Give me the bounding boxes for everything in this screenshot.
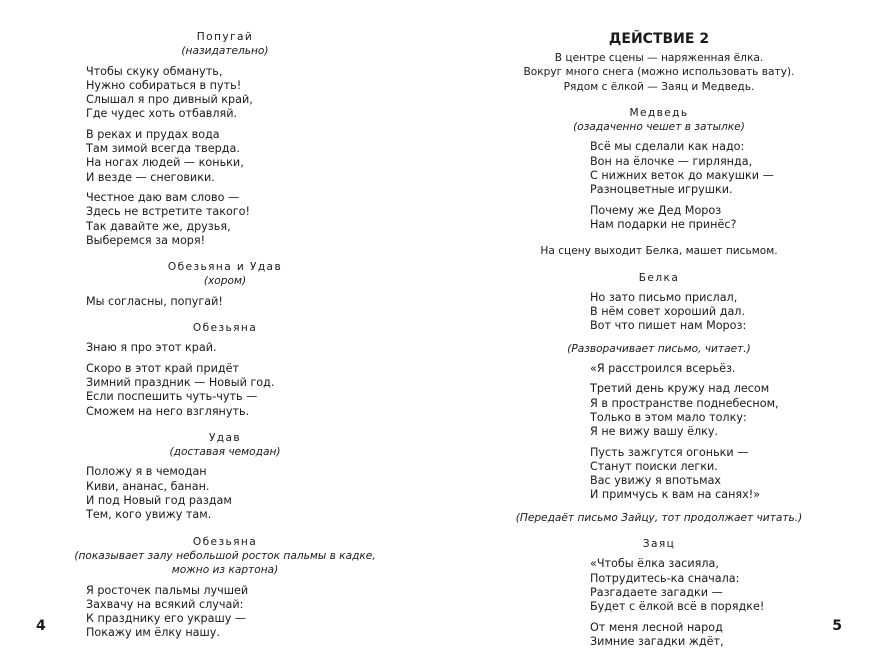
verse-line: Станут поиски легки. [590,459,718,473]
verse-stanza [60,295,390,309]
verse-line: Честное даю вам слово — [86,190,240,204]
verse-line: Киви, ананас, банан. [86,479,210,493]
verse-stanza [60,341,390,355]
stage-direction: Рядом с ёлкой — Заяц и Медведь. [563,80,755,93]
speaker-name: Белка [638,271,680,284]
verse-line: «Чтобы ёлка засияла, [590,557,719,571]
verse-line: Положу я в чемодан [86,465,207,479]
speaker-name: Попугай [196,31,254,43]
verse-line: «Я расстроился всерьёз. [590,362,736,376]
stage-remark: (хором) [203,275,247,288]
verse-line: Выберемся за моря! [86,233,206,247]
verse-stanza [60,362,390,419]
spacer [494,525,824,537]
right-page-text [494,30,824,649]
stage-remark: (показывает залу небольшой росток пальмы в кадке, [74,549,376,562]
verse-line: Только в этом мало толку: [590,410,747,424]
verse-line: Так давайте же, друзья, [86,219,231,233]
spacer [494,94,824,106]
speaker-name: Заяц [642,538,676,551]
verse-stanza [494,362,824,376]
verse-line: Почему же Дед Мороз [590,203,722,217]
verse-line: С нижних веток до макушки — [590,169,774,183]
verse-line: Вот что пишет нам Мороз: [590,319,747,333]
verse-line: Слышал я про дивный край, [86,93,253,107]
verse-line: Но зато письмо прислал, [590,290,738,304]
spacer [60,419,390,431]
verse-line: Пусть зажгутся огоньки — [590,445,749,459]
verse-stanza [60,65,390,122]
verse-stanza [60,128,390,185]
verse-line: Знаю я про этот край. [86,341,217,355]
stage-direction: (Передаёт письмо Зайцу, тот продолжает читать.) [515,511,803,524]
verse-line: В реках и прудах вода [86,127,220,141]
verse-line: Скоро в этот край придёт [86,361,240,375]
speaker-name: Обезьяна [192,535,258,548]
verse-line: Захвачу на всякий случай: [86,597,244,611]
verse-line: И примчусь к вам на санях!» [590,488,761,502]
verse-line: Разгадаете загадки — [590,585,723,599]
verse-line: Мы согласны, попугай! [86,294,223,308]
verse-stanza [494,204,824,233]
stage-direction: Вокруг много снега (можно использовать вату). [523,66,795,79]
verse-line: На ногах людей — коньки, [86,156,244,170]
spacer [60,248,390,260]
verse-line: Будет с ёлкой всё в порядке! [590,600,765,614]
spacer [494,334,824,342]
verse-stanza [494,291,824,334]
stage-remark: (озадаченно чешет в затылке) [573,121,745,134]
verse-line: Нужно собираться в путь! [86,78,242,92]
verse-stanza [494,557,824,614]
verse-stanza [494,140,824,197]
verse-line: Здесь не встретите такого! [86,205,251,219]
stage-remark: (назидательно) [181,45,269,58]
verse-line: Разноцветные игрушки. [590,183,733,197]
verse-line: Зимние загадки ждёт, [590,634,724,648]
act-title: ДЕЙСТВИЕ 2 [608,31,710,47]
verse-line: К празднику его украшу — [86,612,247,626]
speaker-name: Обезьяна и Удав [167,261,283,274]
verse-line: Всё мы сделали как надо: [590,140,745,154]
verse-line: Нам подарки не принёс? [590,217,737,231]
verse-line: Тем, кого увижу там. [86,508,212,522]
spacer [60,523,390,535]
speaker-name: Медведь [629,106,689,119]
spacer [494,232,824,244]
verse-line: От меня лесной народ [590,620,723,634]
right-page [440,0,880,658]
verse-line: Зимний праздник — Новый год. [86,375,275,389]
stage-direction: На сцену выходит Белка, машет письмом. [540,245,778,258]
verse-line: Там зимой всегда тверда. [86,142,240,156]
stage-direction: (Разворачивает письмо, читает.) [567,342,751,355]
verse-line: Вас увижу я впотьмах [590,474,722,488]
spacer [60,309,390,321]
verse-line: Потрудитесь-ка сначала: [590,571,740,585]
verse-stanza [60,465,390,522]
spacer [494,503,824,511]
verse-line: Я не вижу вашу ёлку. [590,425,719,439]
verse-stanza [494,382,824,439]
verse-line: Покажу им ёлку нашу. [86,626,220,640]
verse-stanza [60,191,390,248]
verse-line: Я в пространстве поднебесном, [590,396,779,410]
speaker-name: Обезьяна [192,322,258,335]
verse-line: Сможем на него взглянуть. [86,404,250,418]
verse-line: Третий день кружу над лесом [590,382,770,396]
verse-line: В нём совет хороший дал. [590,305,746,319]
verse-stanza [494,621,824,650]
verse-line: Если поспешить чуть-чуть — [86,390,258,404]
stage-remark: можно из картона) [171,564,279,577]
verse-line: И под Новый год раздам [86,494,232,508]
left-page-text [60,30,390,641]
verse-stanza [60,584,390,641]
page-number-right: 5 [832,618,842,634]
verse-stanza [494,446,824,503]
speaker-name: Удав [208,431,242,444]
verse-line: И везде — снеговики. [86,170,215,184]
verse-line: Я росточек пальмы лучшей [86,583,249,597]
page-number-left: 4 [36,618,46,634]
stage-direction: В центре сцены — наряженная ёлка. [554,52,764,64]
stage-remark: (доставая чемодан) [169,446,281,459]
verse-line: Где чудес хоть отбавляй. [86,107,238,121]
verse-line: Чтобы скуку обмануть, [86,64,223,78]
spacer [494,259,824,271]
verse-line: Вон на ёлочке — гирлянда, [590,154,753,168]
